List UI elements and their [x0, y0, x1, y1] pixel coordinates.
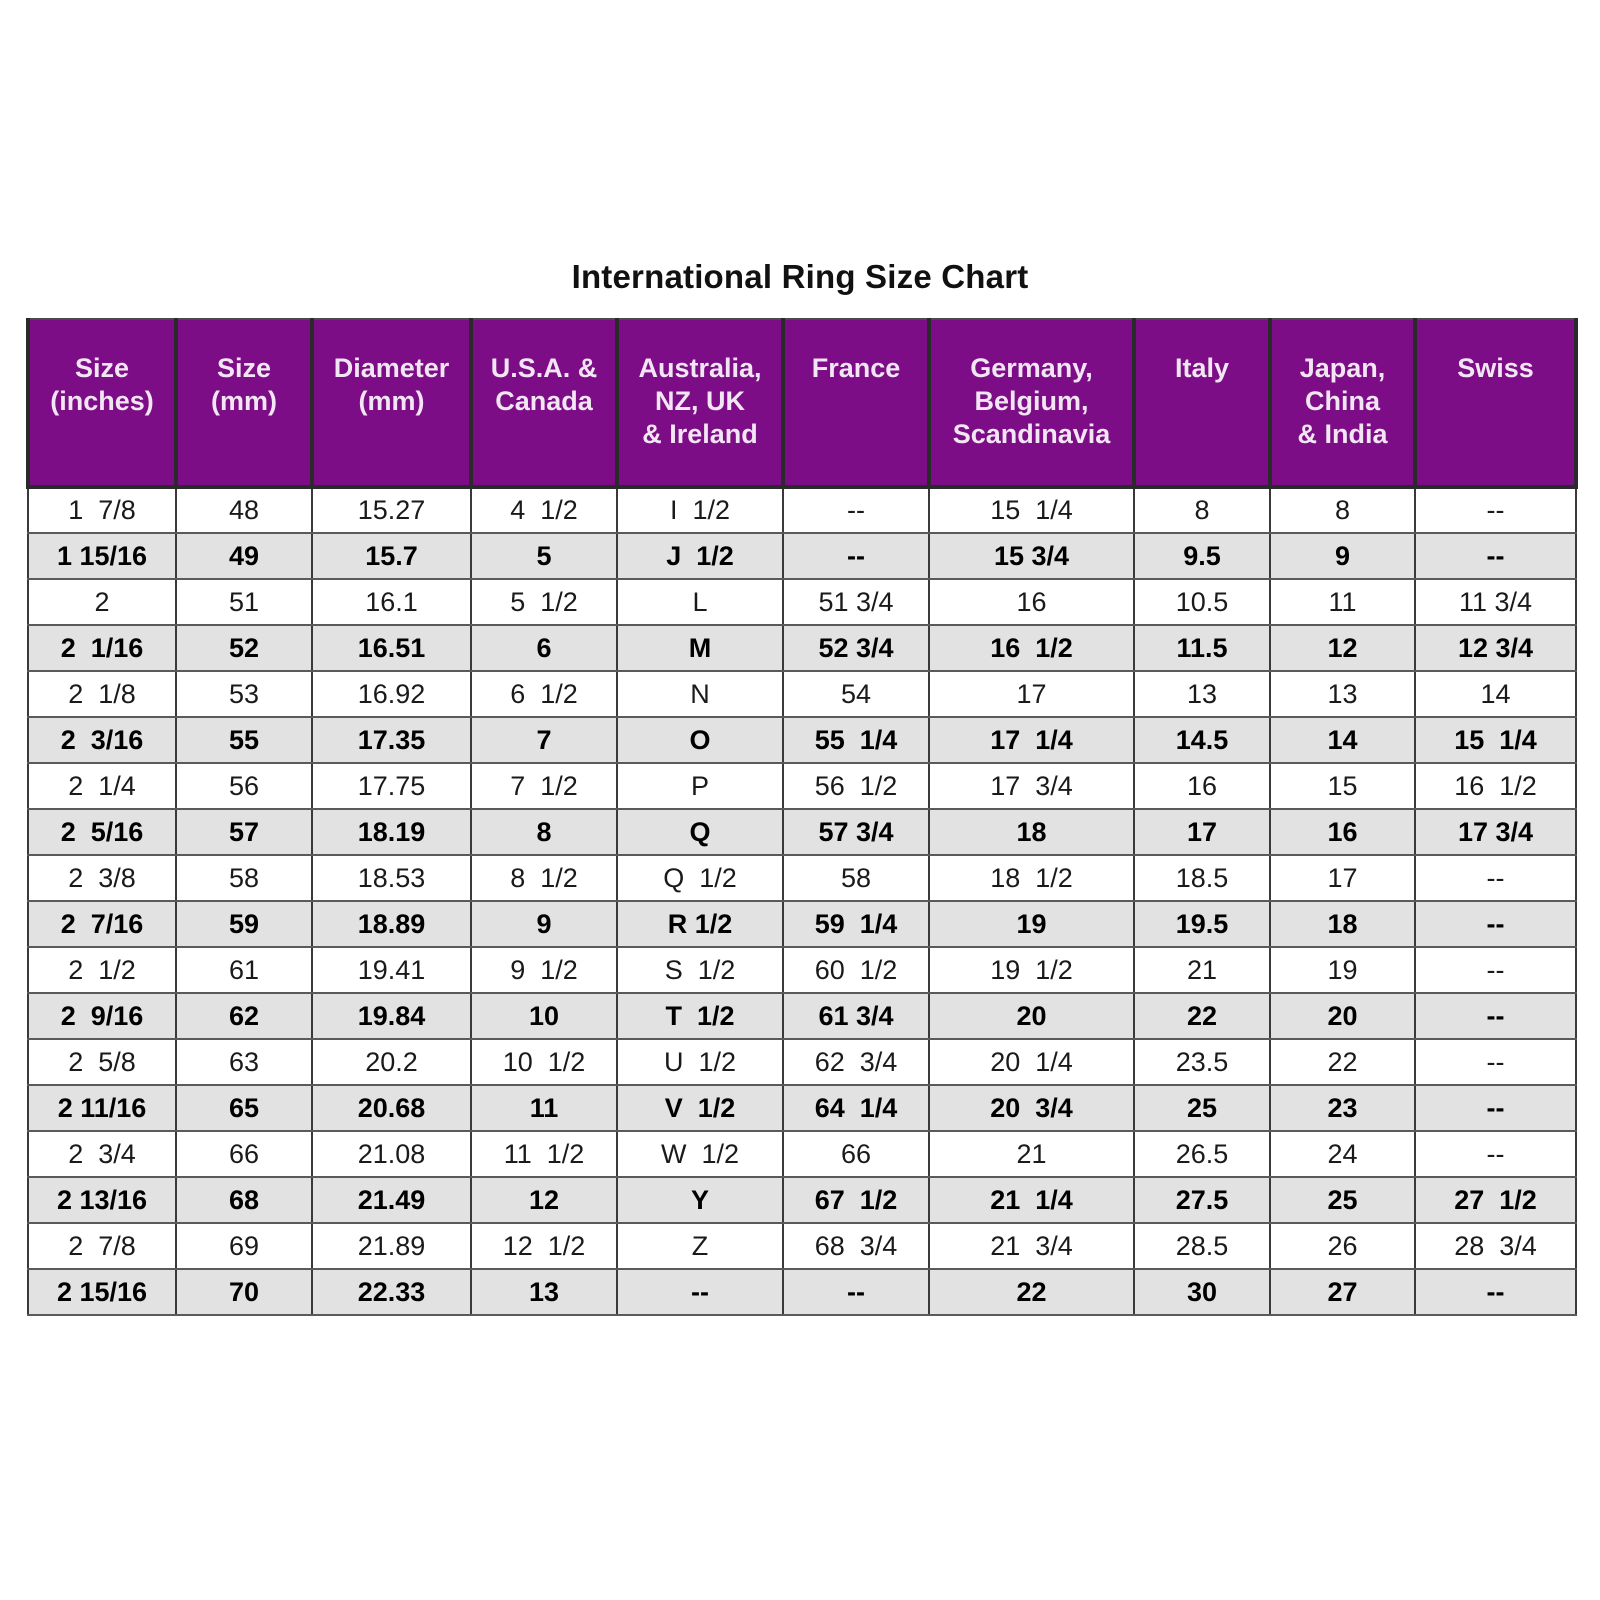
table-cell: 54	[783, 671, 929, 717]
table-cell: 16.51	[312, 625, 471, 671]
table-cell: 25	[1270, 1177, 1415, 1223]
column-header: Japan, China & India	[1270, 319, 1415, 487]
table-row	[28, 625, 1576, 671]
table-cell: 11	[1270, 579, 1415, 625]
table-cell: 19.84	[312, 993, 471, 1039]
table-cell: 21 3/4	[929, 1223, 1134, 1269]
table-cell: --	[1415, 855, 1576, 901]
table-cell: 11	[471, 1085, 617, 1131]
table-cell: 60 1/2	[783, 947, 929, 993]
table-row	[28, 671, 1576, 717]
table-cell: J 1/2	[617, 533, 783, 579]
table-cell: 7 1/2	[471, 763, 617, 809]
table-cell: 2 7/8	[28, 1223, 176, 1269]
table-cell: 70	[176, 1269, 312, 1315]
table-cell: 17	[929, 671, 1134, 717]
table-cell: 2 5/8	[28, 1039, 176, 1085]
table-cell: 19	[929, 901, 1134, 947]
table-cell: 26.5	[1134, 1131, 1270, 1177]
table-cell: 13	[1134, 671, 1270, 717]
table-cell: 23.5	[1134, 1039, 1270, 1085]
table-cell: 21 1/4	[929, 1177, 1134, 1223]
table-cell: 17.75	[312, 763, 471, 809]
table-cell: 15	[1270, 763, 1415, 809]
table-body	[28, 487, 1576, 1315]
column-header: Germany, Belgium, Scandinavia	[929, 319, 1134, 487]
table-cell: 63	[176, 1039, 312, 1085]
table-cell: 17.35	[312, 717, 471, 763]
table-cell: 13	[1270, 671, 1415, 717]
table-cell: 16	[1270, 809, 1415, 855]
column-header: Australia, NZ, UK & Ireland	[617, 319, 783, 487]
table-cell: 51 3/4	[783, 579, 929, 625]
table-row	[28, 1269, 1576, 1315]
table-cell: 8	[1134, 487, 1270, 533]
table-cell: P	[617, 763, 783, 809]
table-cell: 18.53	[312, 855, 471, 901]
table-cell: --	[1415, 993, 1576, 1039]
table-cell: 22	[1270, 1039, 1415, 1085]
table-cell: 14.5	[1134, 717, 1270, 763]
table-cell: --	[1415, 1269, 1576, 1315]
table-cell: 18 1/2	[929, 855, 1134, 901]
table-cell: --	[1415, 533, 1576, 579]
table-cell: --	[1415, 947, 1576, 993]
table-row	[28, 1131, 1576, 1177]
column-header: Italy	[1134, 319, 1270, 487]
table-cell: --	[1415, 487, 1576, 533]
table-cell: 9 1/2	[471, 947, 617, 993]
table-cell: 18	[1270, 901, 1415, 947]
table-cell: 2	[28, 579, 176, 625]
table-cell: I 1/2	[617, 487, 783, 533]
table-cell: 15 1/4	[1415, 717, 1576, 763]
table-cell: 21.89	[312, 1223, 471, 1269]
table-cell: 68 3/4	[783, 1223, 929, 1269]
table-cell: 62 3/4	[783, 1039, 929, 1085]
table-row	[28, 855, 1576, 901]
table-cell: 55 1/4	[783, 717, 929, 763]
table-cell: 13	[471, 1269, 617, 1315]
column-header: Size (mm)	[176, 319, 312, 487]
table-cell: S 1/2	[617, 947, 783, 993]
table-cell: 30	[1134, 1269, 1270, 1315]
column-header: Size (inches)	[28, 319, 176, 487]
table-cell: 67 1/2	[783, 1177, 929, 1223]
table-cell: O	[617, 717, 783, 763]
table-cell: W 1/2	[617, 1131, 783, 1177]
table-cell: 6 1/2	[471, 671, 617, 717]
table-cell: 24	[1270, 1131, 1415, 1177]
table-cell: 19	[1270, 947, 1415, 993]
table-cell: 2 1/16	[28, 625, 176, 671]
table-row	[28, 763, 1576, 809]
table-cell: 28.5	[1134, 1223, 1270, 1269]
table-row	[28, 533, 1576, 579]
table-cell: 19.41	[312, 947, 471, 993]
table-cell: 10.5	[1134, 579, 1270, 625]
table-cell: 23	[1270, 1085, 1415, 1131]
table-cell: 25	[1134, 1085, 1270, 1131]
table-cell: 12	[1270, 625, 1415, 671]
table-cell: 2 3/4	[28, 1131, 176, 1177]
table-cell: 61 3/4	[783, 993, 929, 1039]
table-cell: 48	[176, 487, 312, 533]
table-row	[28, 487, 1576, 533]
table-cell: 52	[176, 625, 312, 671]
table-cell: 2 11/16	[28, 1085, 176, 1131]
column-header: Swiss	[1415, 319, 1576, 487]
table-cell: 20	[1270, 993, 1415, 1039]
table-cell: 9.5	[1134, 533, 1270, 579]
table-cell: 28 3/4	[1415, 1223, 1576, 1269]
table-cell: 11.5	[1134, 625, 1270, 671]
table-cell: T 1/2	[617, 993, 783, 1039]
table-cell: N	[617, 671, 783, 717]
table-cell: 57 3/4	[783, 809, 929, 855]
table-cell: 61	[176, 947, 312, 993]
table-cell: 17	[1134, 809, 1270, 855]
table-cell: 17 1/4	[929, 717, 1134, 763]
table-cell: 17 3/4	[1415, 809, 1576, 855]
table-cell: --	[1415, 1085, 1576, 1131]
table-cell: 17 3/4	[929, 763, 1134, 809]
table-row	[28, 901, 1576, 947]
table-cell: 21	[929, 1131, 1134, 1177]
column-header: U.S.A. & Canada	[471, 319, 617, 487]
column-header: France	[783, 319, 929, 487]
table-cell: 15.7	[312, 533, 471, 579]
table-row	[28, 579, 1576, 625]
table-cell: 27.5	[1134, 1177, 1270, 1223]
table-cell: U 1/2	[617, 1039, 783, 1085]
table-cell: 16.1	[312, 579, 471, 625]
table-cell: --	[783, 533, 929, 579]
table-cell: 18	[929, 809, 1134, 855]
table-cell: 20	[929, 993, 1134, 1039]
table-cell: 8	[1270, 487, 1415, 533]
table-cell: 2 5/16	[28, 809, 176, 855]
table-cell: 2 3/8	[28, 855, 176, 901]
table-cell: 27	[1270, 1269, 1415, 1315]
table-cell: 5	[471, 533, 617, 579]
table-cell: 20 1/4	[929, 1039, 1134, 1085]
ring-size-table	[26, 318, 1578, 1316]
table-cell: 2 15/16	[28, 1269, 176, 1315]
table-cell: R 1/2	[617, 901, 783, 947]
table-cell: 8	[471, 809, 617, 855]
table-cell: 20.2	[312, 1039, 471, 1085]
table-cell: 2 1/2	[28, 947, 176, 993]
table-cell: 2 13/16	[28, 1177, 176, 1223]
table-cell: 6	[471, 625, 617, 671]
table-cell: 58	[176, 855, 312, 901]
table-cell: 19 1/2	[929, 947, 1134, 993]
table-cell: 1 7/8	[28, 487, 176, 533]
table-cell: 2 3/16	[28, 717, 176, 763]
table-cell: 59 1/4	[783, 901, 929, 947]
table-cell: V 1/2	[617, 1085, 783, 1131]
table-cell: Q 1/2	[617, 855, 783, 901]
table-cell: 16 1/2	[929, 625, 1134, 671]
table-cell: --	[1415, 1039, 1576, 1085]
table-cell: 65	[176, 1085, 312, 1131]
table-cell: 27 1/2	[1415, 1177, 1576, 1223]
table-cell: --	[617, 1269, 783, 1315]
table-cell: --	[783, 1269, 929, 1315]
table-cell: 58	[783, 855, 929, 901]
table-cell: 11 3/4	[1415, 579, 1576, 625]
table-cell: 11 1/2	[471, 1131, 617, 1177]
table-cell: 12 1/2	[471, 1223, 617, 1269]
table-cell: 21	[1134, 947, 1270, 993]
table-cell: 10	[471, 993, 617, 1039]
table-cell: 14	[1415, 671, 1576, 717]
table-cell: 12 3/4	[1415, 625, 1576, 671]
table-cell: 2 1/4	[28, 763, 176, 809]
table-cell: 69	[176, 1223, 312, 1269]
table-cell: --	[1415, 901, 1576, 947]
table-row	[28, 947, 1576, 993]
table-cell: 16 1/2	[1415, 763, 1576, 809]
table-cell: 4 1/2	[471, 487, 617, 533]
table-cell: M	[617, 625, 783, 671]
table-cell: 12	[471, 1177, 617, 1223]
table-row	[28, 717, 1576, 763]
table-cell: 18.89	[312, 901, 471, 947]
table-cell: 2 1/8	[28, 671, 176, 717]
table-cell: 10 1/2	[471, 1039, 617, 1085]
table-cell: 8 1/2	[471, 855, 617, 901]
table-cell: 22.33	[312, 1269, 471, 1315]
table-cell: 20 3/4	[929, 1085, 1134, 1131]
table-row	[28, 809, 1576, 855]
table-cell: 52 3/4	[783, 625, 929, 671]
table-cell: 9	[471, 901, 617, 947]
table-cell: 16.92	[312, 671, 471, 717]
table-cell: 51	[176, 579, 312, 625]
table-cell: 14	[1270, 717, 1415, 763]
table-cell: --	[783, 487, 929, 533]
table-cell: 66	[783, 1131, 929, 1177]
table-cell: 20.68	[312, 1085, 471, 1131]
table-cell: 56 1/2	[783, 763, 929, 809]
table-cell: Z	[617, 1223, 783, 1269]
table-cell: 19.5	[1134, 901, 1270, 947]
table-cell: 62	[176, 993, 312, 1039]
chart-title: International Ring Size Chart	[571, 258, 1029, 295]
table-cell: 18.5	[1134, 855, 1270, 901]
table-cell: 21.08	[312, 1131, 471, 1177]
table-cell: 53	[176, 671, 312, 717]
column-header: Diameter (mm)	[312, 319, 471, 487]
table-row	[28, 1223, 1576, 1269]
table-cell: Y	[617, 1177, 783, 1223]
table-cell: --	[1415, 1131, 1576, 1177]
table-cell: 18.19	[312, 809, 471, 855]
table-cell: 57	[176, 809, 312, 855]
table-cell: 22	[929, 1269, 1134, 1315]
table-cell: 7	[471, 717, 617, 763]
table-cell: Q	[617, 809, 783, 855]
table-row	[28, 1085, 1576, 1131]
table-cell: 26	[1270, 1223, 1415, 1269]
table-cell: 22	[1134, 993, 1270, 1039]
table-cell: 16	[929, 579, 1134, 625]
table-cell: 21.49	[312, 1177, 471, 1223]
table-cell: 16	[1134, 763, 1270, 809]
table-cell: 56	[176, 763, 312, 809]
table-cell: 1 15/16	[28, 533, 176, 579]
table-cell: 15 1/4	[929, 487, 1134, 533]
table-row	[28, 1039, 1576, 1085]
table-cell: 55	[176, 717, 312, 763]
table-cell: 9	[1270, 533, 1415, 579]
table-cell: 17	[1270, 855, 1415, 901]
table-cell: L	[617, 579, 783, 625]
table-cell: 15.27	[312, 487, 471, 533]
table-row	[28, 1177, 1576, 1223]
table-row	[28, 993, 1576, 1039]
table-cell: 15 3/4	[929, 533, 1134, 579]
table-cell: 2 7/16	[28, 901, 176, 947]
table-cell: 49	[176, 533, 312, 579]
table-cell: 64 1/4	[783, 1085, 929, 1131]
table-cell: 59	[176, 901, 312, 947]
table-cell: 68	[176, 1177, 312, 1223]
table-cell: 5 1/2	[471, 579, 617, 625]
table-cell: 2 9/16	[28, 993, 176, 1039]
table-cell: 66	[176, 1131, 312, 1177]
header-row	[28, 319, 1576, 487]
